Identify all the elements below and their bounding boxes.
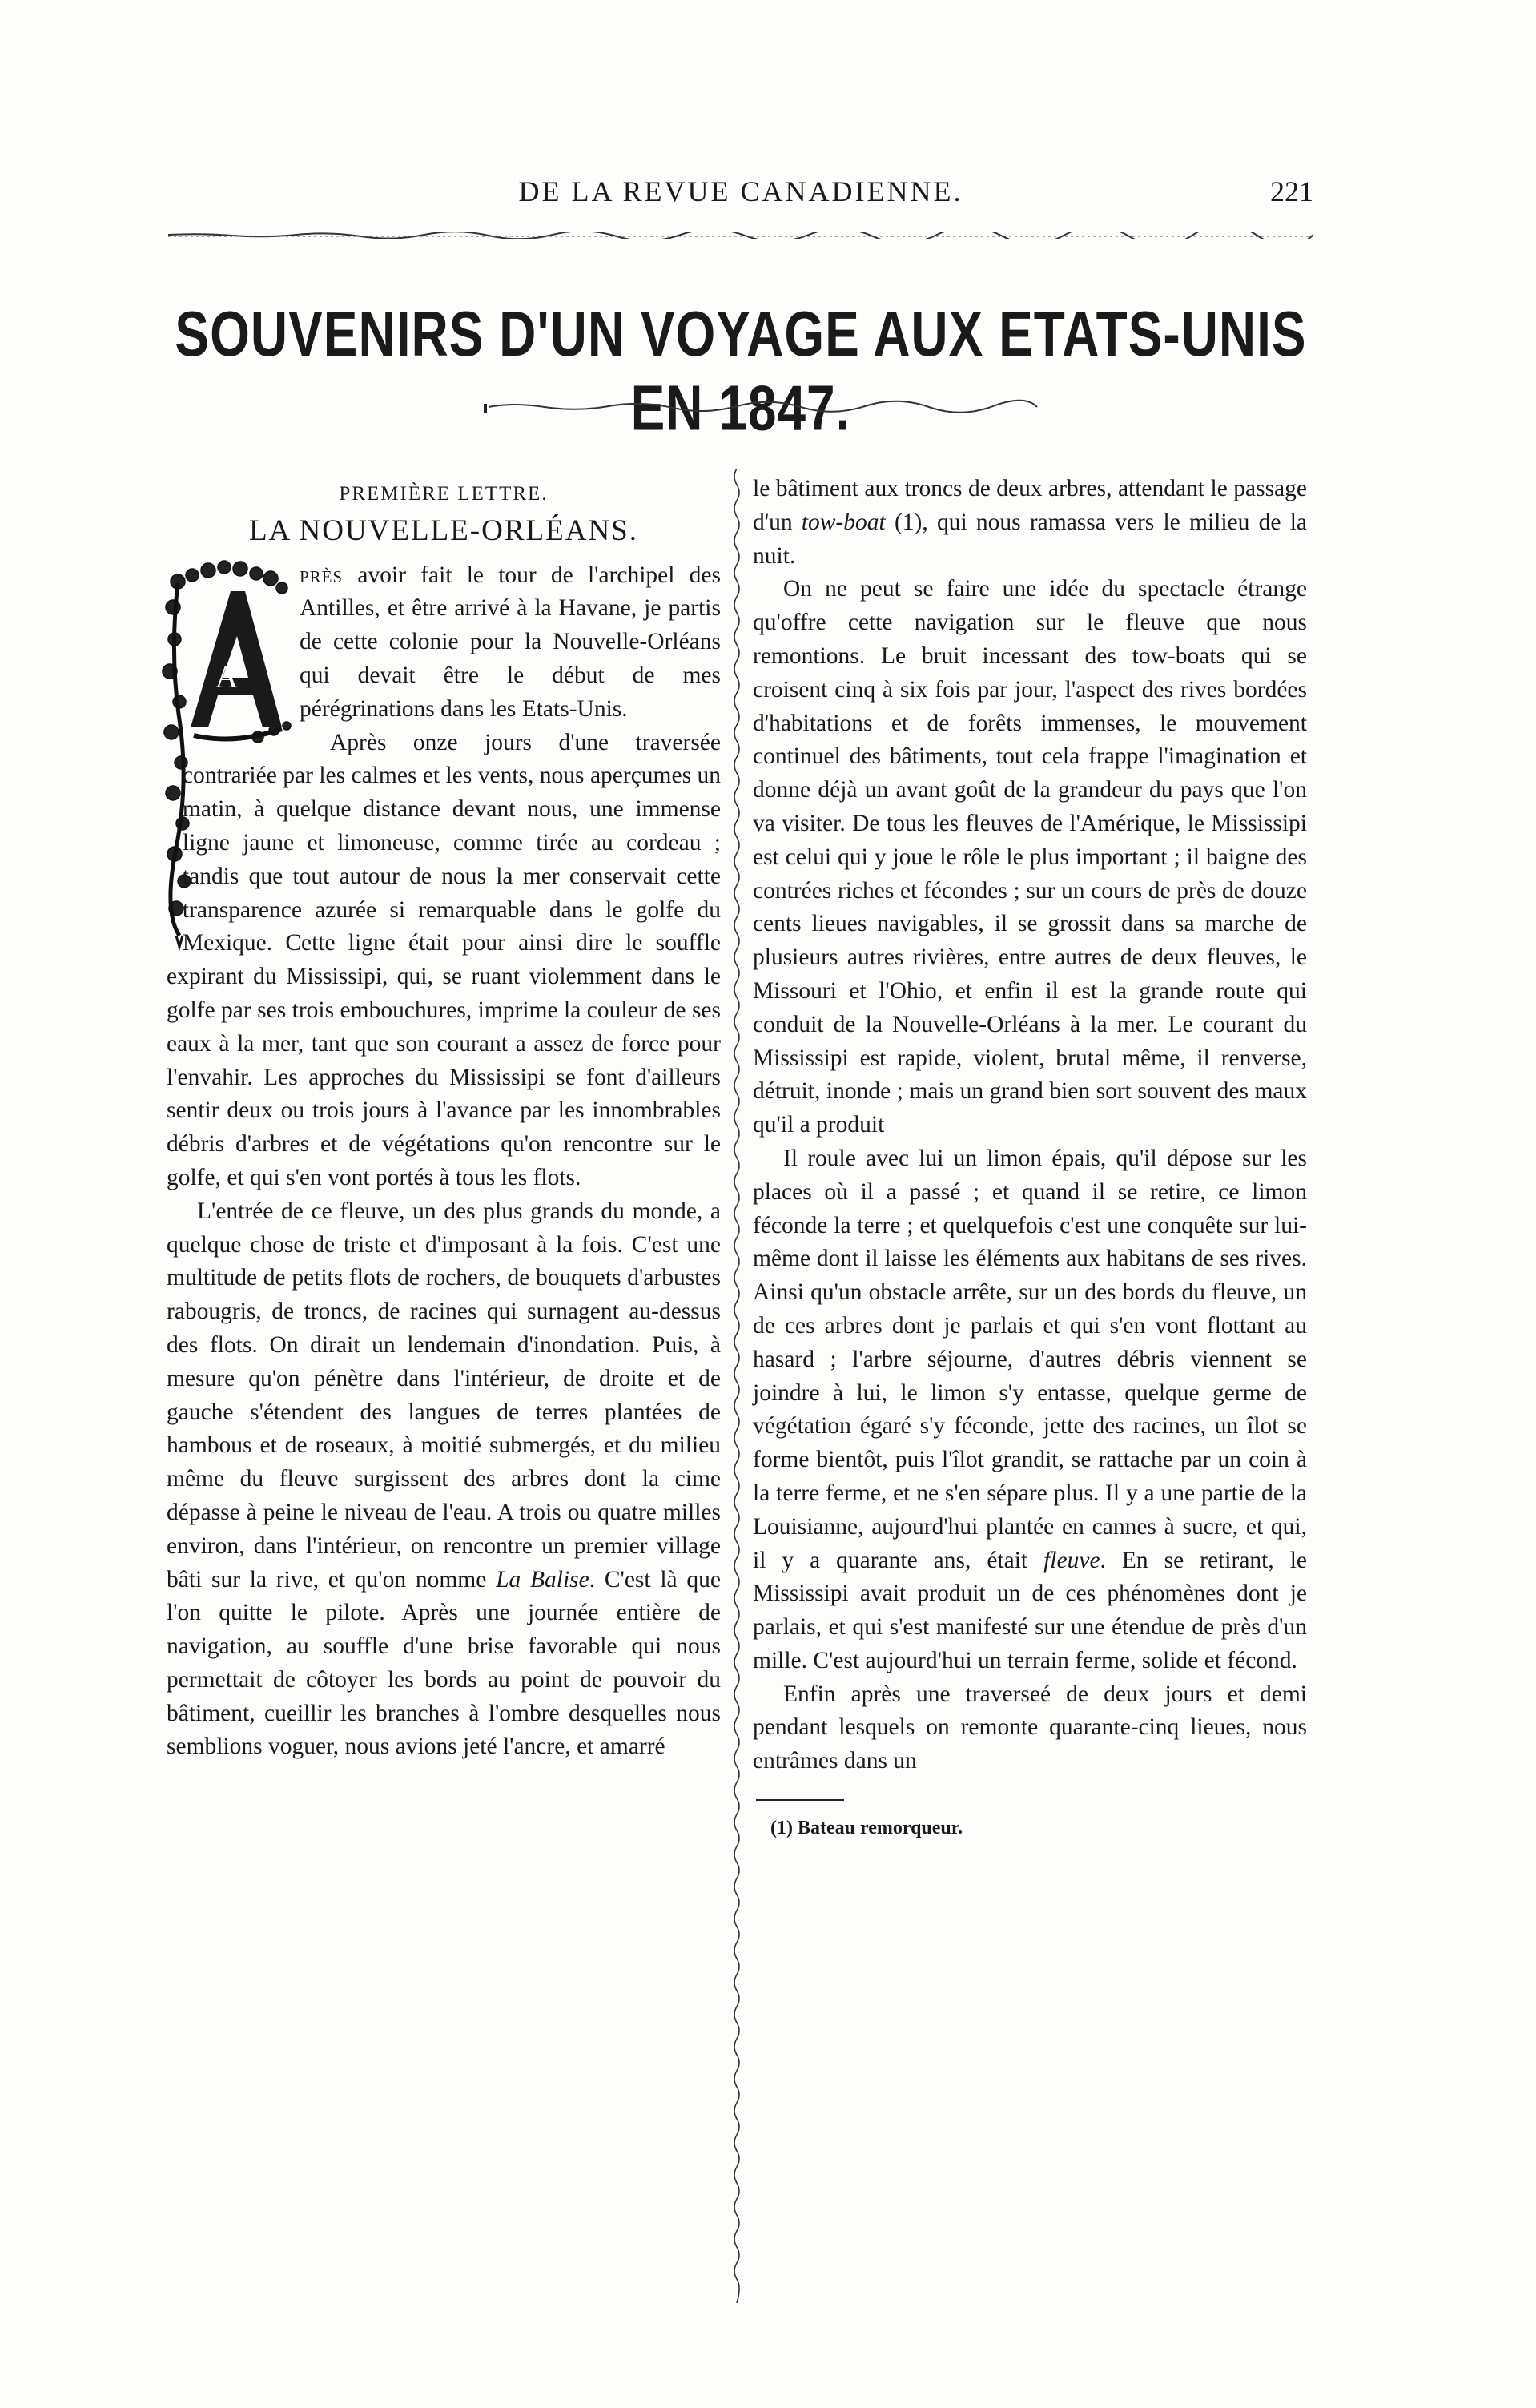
article-title: SOUVENIRS D'UN VOYAGE AUX ETATS-UNIS EN 1847. [175,297,1307,444]
section-label: PREMIÈRE LETTRE. [339,483,549,505]
paragraph-navigation: On ne peut se faire une idée du spectacle étrange qu'offre cette navigation sur le fleuve que nous remontions. Le bruit incessant des tow-boats qui se croisent cinq à six fois par jour, l'aspect des rives bordées d'habitations et de forêts immenses, le mouvement continuel des bâtiments, tout cela frappe l'imagination et donne déjà un avant goût de la grandeur du pays que l'on va visiter. De tous les fleuves de l'Amérique, le Mississipi est celui qui y joue le rôle le plus important ; il baigne des contrées riches et fécondes ; sur un cours de près de douze cents lieues navigables, il se grossit dans sa marche de plusieurs autres rivières, entre autres de deux fleuves, le Missouri et l'Ohio, et enfin il est la grande route qui conduit de la Nouvelle-Orléans à la mer. Le courant du Mississipi est rapide, violent, brutal même, il renverse, détruit, inonde ; mais un grand bien sort souvent des maux qu'il a produit [753,576,1307,1138]
running-title: DE LA REVUE CANADIENNE. [518,175,963,207]
silt-a: Il roule avec lui un limon épais, qu'il dépose sur les places où il a passé ; et quand il se retire, ce limon féconde la terre ; et quelquefois c'est une conquête sur lui-même dont il laisse les éléments aux habitans de ses rives. Ainsi qu'un obstacle arrête, sur un des bords du fleuve, un de ces arbres dont je parlais et qui s'en vont flottant au hasard ; l'arbre séjourne, d'autres débris viennent se joindre à lui, le limon s'y entasse, quelque germe de végétation égaré s'y féconde, jette des racines, un îlot se forme bientôt, puis l'îlot grandit, se rattache par un coin à la terre ferme, et ne s'en sépare plus. Il y a une partie de la Louisianne, aujourd'hui plantée en cannes à sucre, et qui, il y a quarante ans, était [753,1145,1307,1573]
column-divider [730,469,743,2303]
footnote: (1) Bateau remorqueur. [770,1818,963,1839]
title-ornament [481,399,1041,415]
paragraph-silt [753,1142,1307,1678]
tow-boat-italic: tow-boat [801,509,886,535]
section-title: LA NOUVELLE-ORLÉANS. [248,513,638,547]
paragraph-river-entrance-b: . C'est là que l'on quitte le pilote. Après une journée entière de navigation, au souffle d'une brise favorable qui nous permettait de côtoyer les bords au point de pouvoir du bâtiment, cueillir les branches à l'ombre desquelles nous semblions voguer, nous avions jeté l'ancre, et amarré [167,1566,721,1760]
left-column [167,473,721,1764]
intro-smallcaps: près [300,562,344,588]
fleuve-italic: fleuve [1043,1547,1100,1573]
continuation-a: le bâtiment aux troncs de deux arbres, attendant le passage d'un [753,476,1307,535]
header-rule [168,232,1313,239]
page-number: 221 [1270,175,1313,207]
paragraph-arrival: Enfin après une traverseé de deux jours et demi pendant lesquels on remonte quarante-cinq lieues, nous entrâmes dans un [753,1681,1307,1774]
la-balise-italic: La Balise [496,1566,589,1593]
paragraph-river-entrance [167,1195,721,1765]
intro-text: avoir fait le tour de l'archipel des Antilles, et être arrivé à la Havane, je partis de cette colonie pour la Nouvelle-Orléans qui devait être le début de mes pérégrinations dans les Etats-Unis. [300,562,721,722]
paragraph-continuation [753,473,1307,573]
silt-b: . En se retirant, le Mississipi avait produit un de ces phénomènes dont je parlais, et qui s'est manifesté sur une étendue de près d'un mille. C'est aujourd'hui un terrain ferme, solide et fécond. [753,1547,1307,1673]
paragraph-gulf: Après onze jours d'une traversée contrariée par les calmes et les vents, nous aperçumes un matin, à quelque distance devant nous, une immense ligne jaune et limoneuse, comme tirée au cordeau ; tandis que tout autour de nous la mer conservait cette transparence azurée si remarquable dans le golfe du Mexique. Cette ligne était pour ainsi dire le souffle expirant du Mississipi, qui, se ruant violemment dans le golfe par ses trois embouchures, imprime la couleur de ses eaux à la mer, tant que son courant a assez de force pour l'envahir. Les approches du Mississipi se font d'ailleurs sentir deux ou trois jours à l'avance par les innombrables débris d'arbres et de végétations qu'on rencontre sur le golfe, et qui s'en vont portés à tous les flots. [167,729,721,1190]
footnote-rule [756,1799,844,1801]
right-column [753,473,1307,1846]
continuation-b: (1), qui nous ramassa vers le milieu de la nuit. [753,509,1307,569]
running-head [168,175,1313,223]
svg-text:A: A [215,658,239,695]
paragraph-river-entrance-a: L'entrée de ce fleuve, un des plus grands du monde, a quelque chose de triste et d'imposant à la fois. C'est une multitude de petits flots de rochers, de bouquets d'arbustes rabougris, de troncs, de racines qui surnagent au-dessus des flots. On dirait un lendemain d'inondation. Puis, à mesure qu'on pénètre dans l'intérieur, de droite et de gauche s'étendent des langues de terres plantées de hambous et de roseaux, à moitié submergés, et du milieu même du fleuve surgissent des arbres dont la cime dépasse à peine le niveau de l'eau. A trois ou quatre milles environ, dans l'intérieur, on rencontre un premier village bâti sur la rive, et qu'on nomme [167,1198,721,1593]
